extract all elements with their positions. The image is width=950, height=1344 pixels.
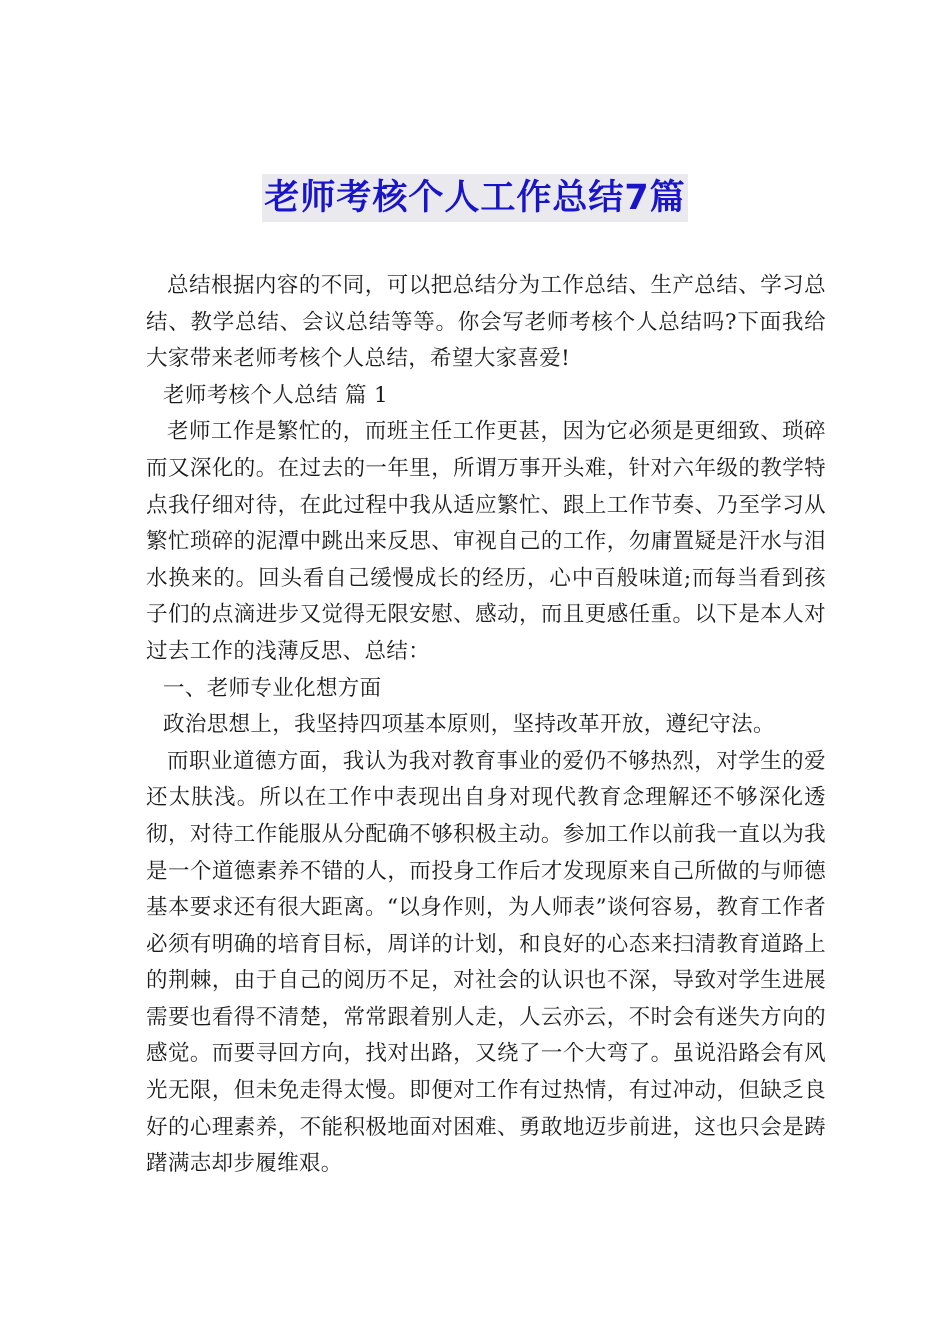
body-paragraph: 老师工作是繁忙的，而班主任工作更甚，因为它必须是更细致、琐碎而又深化的。在过去的一年里，所谓万事开头难，针对六年级的教学特点我仔细对待，在此过程中我从适应繁忙、跟上工作节奏、乃至学习从繁忙琐碎的泥潭中跳出来反思、审视自己的工作，勿庸置疑是汗水与泪水换来的。回头看自己缓慢成长的经历，心中百般味道;而每当看到孩子们的点滴进步又觉得无限安慰、感动，而且更感任重。以下是本人对过去工作的浅薄反思、总结：	[146, 419, 826, 664]
section-heading: 老师考核个人总结 篇 1	[163, 382, 389, 408]
subsection-heading: 一、老师专业化想方面	[163, 675, 382, 701]
intro-paragraph: 总结根据内容的不同，可以把总结分为工作总结、生产总结、学习总结、教学总结、会议总结等等。你会写老师考核个人总结吗?下面我给大家带来老师考核个人总结，希望大家喜爱!	[146, 273, 826, 372]
body-paragraph: 政治思想上，我坚持四项基本原则，坚持改革开放，遵纪守法。	[163, 712, 775, 738]
body-paragraph: 而职业道德方面，我认为我对教育事业的爱仍不够热烈，对学生的爱还太肤浅。所以在工作中表现出自身对现代教育念理解还不够深化透彻，对待工作能服从分配确不够积极主动。参加工作以前我一直以为我是一个道德素养不错的人，而投身工作后才发现原来自己所做的与师德基本要求还有很大距离。“以身作则，为人师表”谈何容易，教育工作者必须有明确的培育目标，周详的计划，和良好的心态来扫清教育道路上的荆棘，由于自己的阅历不足，对社会的认识也不深，导致对学生进展需要也看得不清楚，常常跟着别人走，人云亦云，不时会有迷失方向的感觉。而要寻回方向，找对出路，又绕了一个大弯了。虽说沿路会有风光无限，但未免走得太慢。即便对工作有过热情，有过冲动，但缺乏良好的心理素养，不能积极地面对困难、勇敢地迈步前进，这也只会是踌躇满志却步履维艰。	[146, 748, 826, 1177]
document-body	[146, 268, 826, 1183]
document-title: 老师考核个人工作总结7篇	[262, 174, 687, 222]
title-container	[0, 174, 950, 222]
